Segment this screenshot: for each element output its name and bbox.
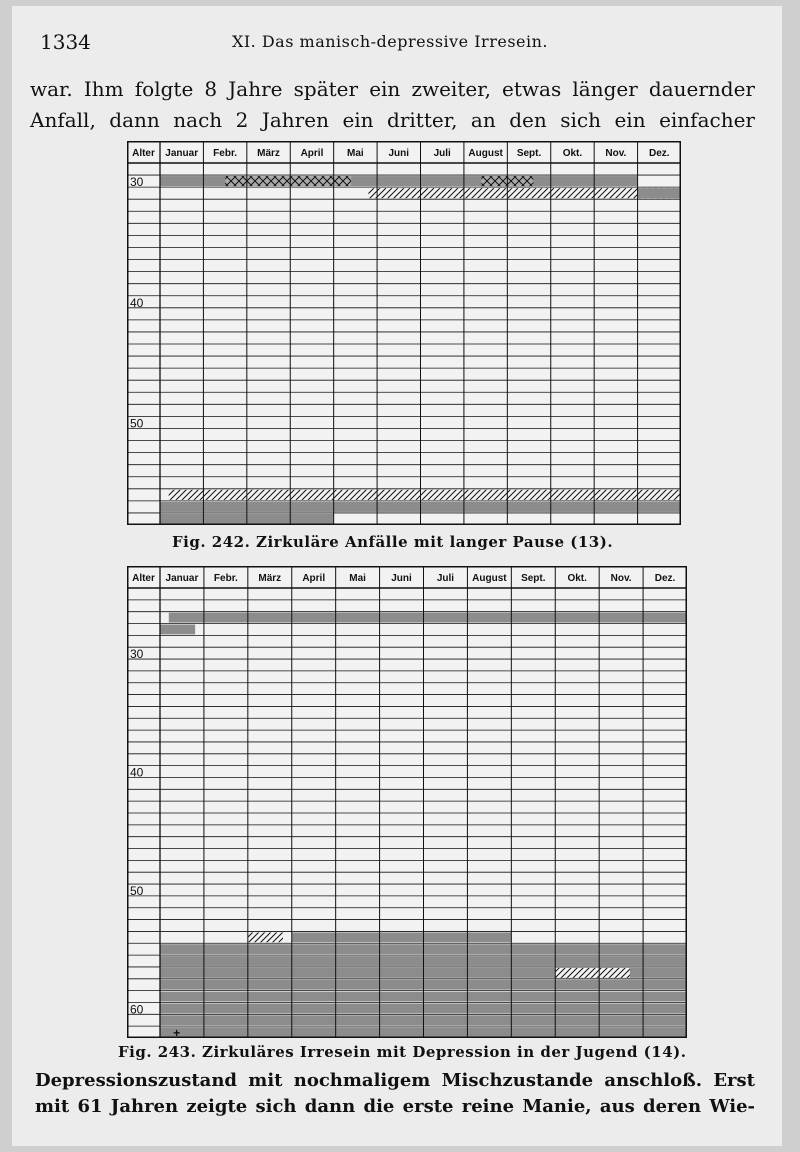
month-header: Januar — [165, 573, 199, 584]
month-header: Mai — [349, 573, 366, 584]
period-mania — [555, 968, 630, 978]
month-header: Juni — [391, 573, 412, 584]
period-depression — [160, 625, 195, 635]
figure-243-caption: Fig. 243. Zirkuläres Irresein mit Depression in der Jugend (14). — [118, 1043, 687, 1061]
text-line: Anfall, dann nach 2 Jahren ein dritter, an den sich ein einfacher — [30, 108, 755, 132]
month-header: Juli — [436, 573, 455, 584]
month-header: Juni — [388, 148, 410, 159]
month-header: Dez. — [649, 148, 670, 159]
month-header: April — [300, 148, 324, 159]
month-header: Nov. — [610, 573, 632, 584]
month-header: Januar — [165, 148, 199, 159]
month-header: Dez. — [654, 573, 676, 584]
age-label: 40 — [130, 765, 144, 780]
age-column-header: Alter — [132, 573, 155, 584]
period-depression — [292, 932, 512, 942]
month-header: Febr. — [213, 573, 238, 584]
period-mania — [169, 490, 681, 500]
month-header: August — [468, 148, 503, 159]
page-header — [30, 30, 750, 60]
text-line: war. Ihm folgte 8 Jahre später ein zweiter, etwas länger dauernder — [30, 77, 755, 101]
month-header: Mai — [347, 148, 364, 159]
period-mania — [368, 188, 681, 198]
month-header: März — [258, 573, 282, 584]
month-header: März — [257, 148, 280, 159]
month-header: Nov. — [605, 148, 627, 159]
text-line: Depressionszustand mit nochmaligem Mischzustande anschloß. Erst — [35, 1070, 755, 1091]
month-header: Sept. — [521, 573, 546, 584]
figure-242-chart — [127, 141, 681, 525]
period-mixed — [225, 176, 351, 186]
age-label: 50 — [130, 416, 144, 431]
figure-242-caption: Fig. 242. Zirkuläre Anfälle mit langer Pause (13). — [172, 533, 614, 551]
month-header: April — [302, 573, 326, 584]
month-header: Juli — [433, 148, 451, 159]
period-depression — [169, 613, 687, 623]
page-number: 1334 — [40, 30, 91, 54]
text-line: mit 61 Jahren zeigte sich dann die erste reine Manie, aus deren Wie- — [35, 1096, 755, 1117]
month-header: Okt. — [567, 573, 587, 584]
month-header: August — [472, 573, 507, 584]
chart-background — [127, 141, 681, 525]
body-text-bottom — [35, 1068, 755, 1120]
age-label: 30 — [130, 175, 144, 190]
age-label: 50 — [130, 883, 144, 898]
death-symbol: + — [173, 1026, 181, 1038]
age-label: 40 — [130, 295, 144, 310]
figure-243-chart — [127, 566, 687, 1038]
period-depression — [638, 188, 681, 198]
month-header: Okt. — [562, 148, 583, 159]
body-text-top — [30, 74, 755, 136]
month-header: Sept. — [516, 148, 542, 159]
running-head: XI. Das manisch-depressive Irresein. — [231, 32, 549, 51]
period-mania — [248, 932, 283, 942]
age-column-header: Alter — [132, 148, 155, 159]
age-label: 60 — [130, 1002, 144, 1017]
month-header: Febr. — [213, 148, 238, 159]
age-label: 30 — [130, 647, 144, 662]
